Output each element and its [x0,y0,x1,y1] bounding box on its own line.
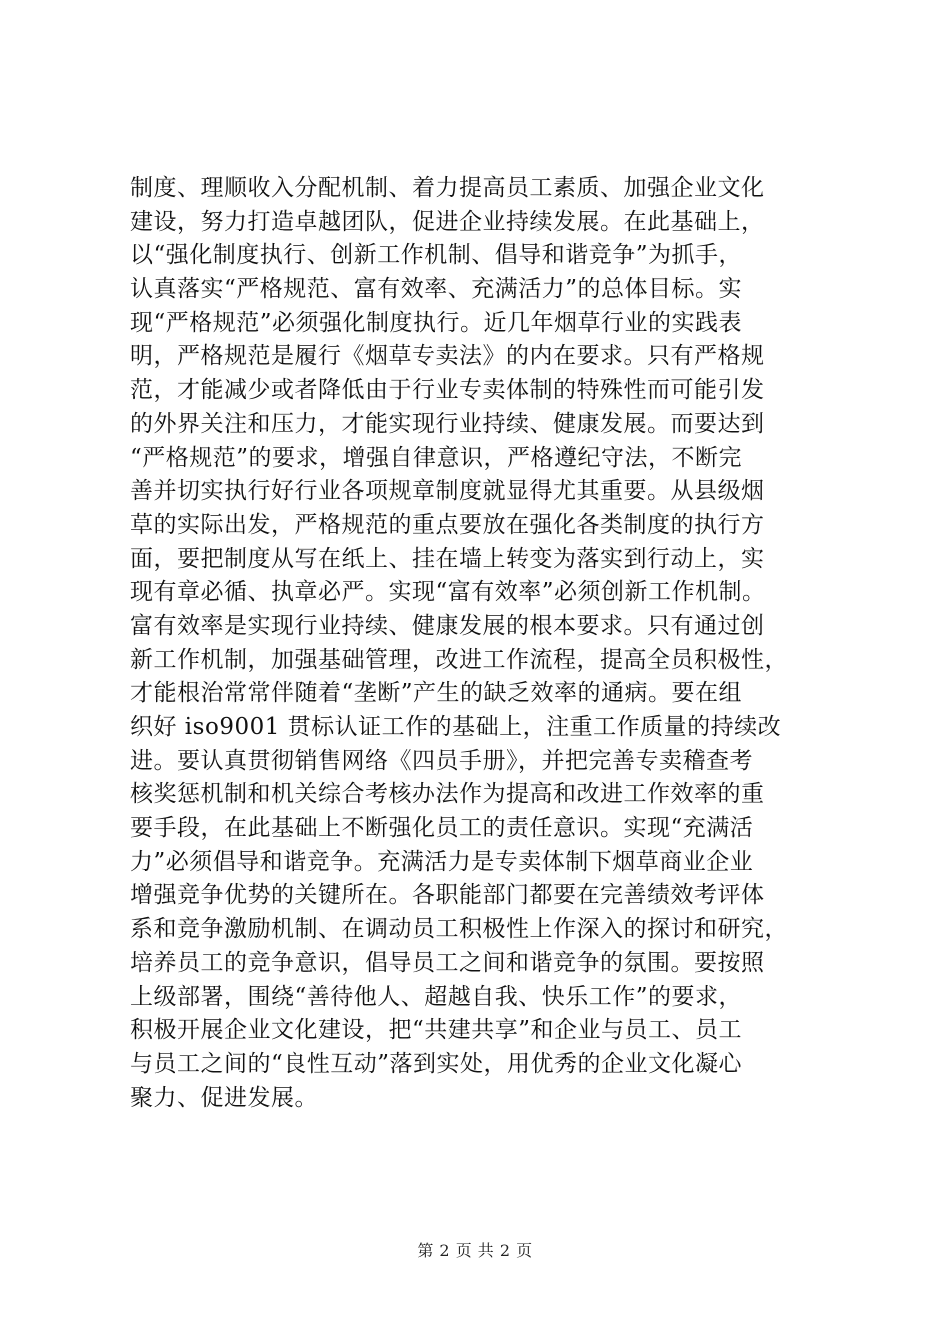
text-line: “严格规范”的要求，增强自律意识，严格遵纪守法，不断完 [130,444,743,471]
text-line: 积极开展企业文化建设，把“共建共享”和企业与员工、员工 [130,1017,743,1044]
text-line: 以“强化制度执行、创新工作机制、倡导和谐竞争”为抓手， [130,242,743,269]
text-line: 建设，努力打造卓越团队，促进企业持续发展。在此基础上， [130,208,765,235]
text-line: 增强竞争优势的关键所在。各职能部门都要在完善绩效考评体 [130,882,765,909]
text-line: 范，才能减少或者降低由于行业专卖体制的特殊性而可能引发 [130,377,765,404]
text-line: 明，严格规范是履行《烟草专卖法》的内在要求。只有严格规 [130,343,765,370]
text-line: 草的实际出发，严格规范的重点要放在强化各类制度的执行方 [130,511,765,538]
text-line: 上级部署，围绕“善待他人、超越自我、快乐工作”的要求， [130,983,743,1010]
text-line: 现“严格规范”必须强化制度执行。近几年烟草行业的实践表 [130,309,743,336]
text-line: 现有章必循、执章必严。实现“富有效率”必须创新工作机制。 [130,579,766,606]
text-line: 认真落实“严格规范、富有效率、充满活力”的总体目标。实 [130,276,743,303]
text-line: 的外界关注和压力，才能实现行业持续、健康发展。而要达到 [130,410,765,437]
text-line: 制度、理顺收入分配机制、着力提高员工素质、加强企业文化 [130,175,765,201]
text-line: 聚力、促进发展。 [130,1084,318,1111]
text-line: 培养员工的竞争意识，倡导员工之间和谐竞争的氛围。要按照 [130,949,765,976]
text-line: 富有效率是实现行业持续、健康发展的根本要求。只有通过创 [130,612,765,639]
text-line: 新工作机制，加强基础管理，改进工作流程，提高全员积极性， [130,646,788,673]
text-line: 力”必须倡导和谐竞争。充满活力是专卖体制下烟草商业企业 [130,848,754,875]
text-line: 善并切实执行好行业各项规章制度就显得尤其重要。从县级烟 [130,478,765,505]
body-paragraph [130,172,850,1115]
text-line: 进。要认真贯彻销售网络《四员手册》，并把完善专卖稽查考 [130,747,753,774]
text-line: 织好 iso9001 贯标认证工作的基础上，注重工作质量的持续改 [130,714,782,740]
text-line: 面，要把制度从写在纸上、挂在墙上转变为落实到行动上，实 [130,545,765,572]
text-line: 系和竞争激励机制、在调动员工积极性上作深入的探讨和研究， [130,916,788,943]
page-footer: 第 2 页 共 2 页 [417,1241,533,1260]
text-line: 与员工之间的“良性互动”落到实处，用优秀的企业文化凝心 [130,1050,743,1077]
text-line: 要手段，在此基础上不断强化员工的责任意识。实现“充满活 [130,815,754,842]
text-line: 核奖惩机制和机关综合考核办法作为提高和改进工作效率的重 [130,781,765,808]
text-line: 才能根治常常伴随着“垄断”产生的缺乏效率的通病。要在组 [130,680,743,707]
